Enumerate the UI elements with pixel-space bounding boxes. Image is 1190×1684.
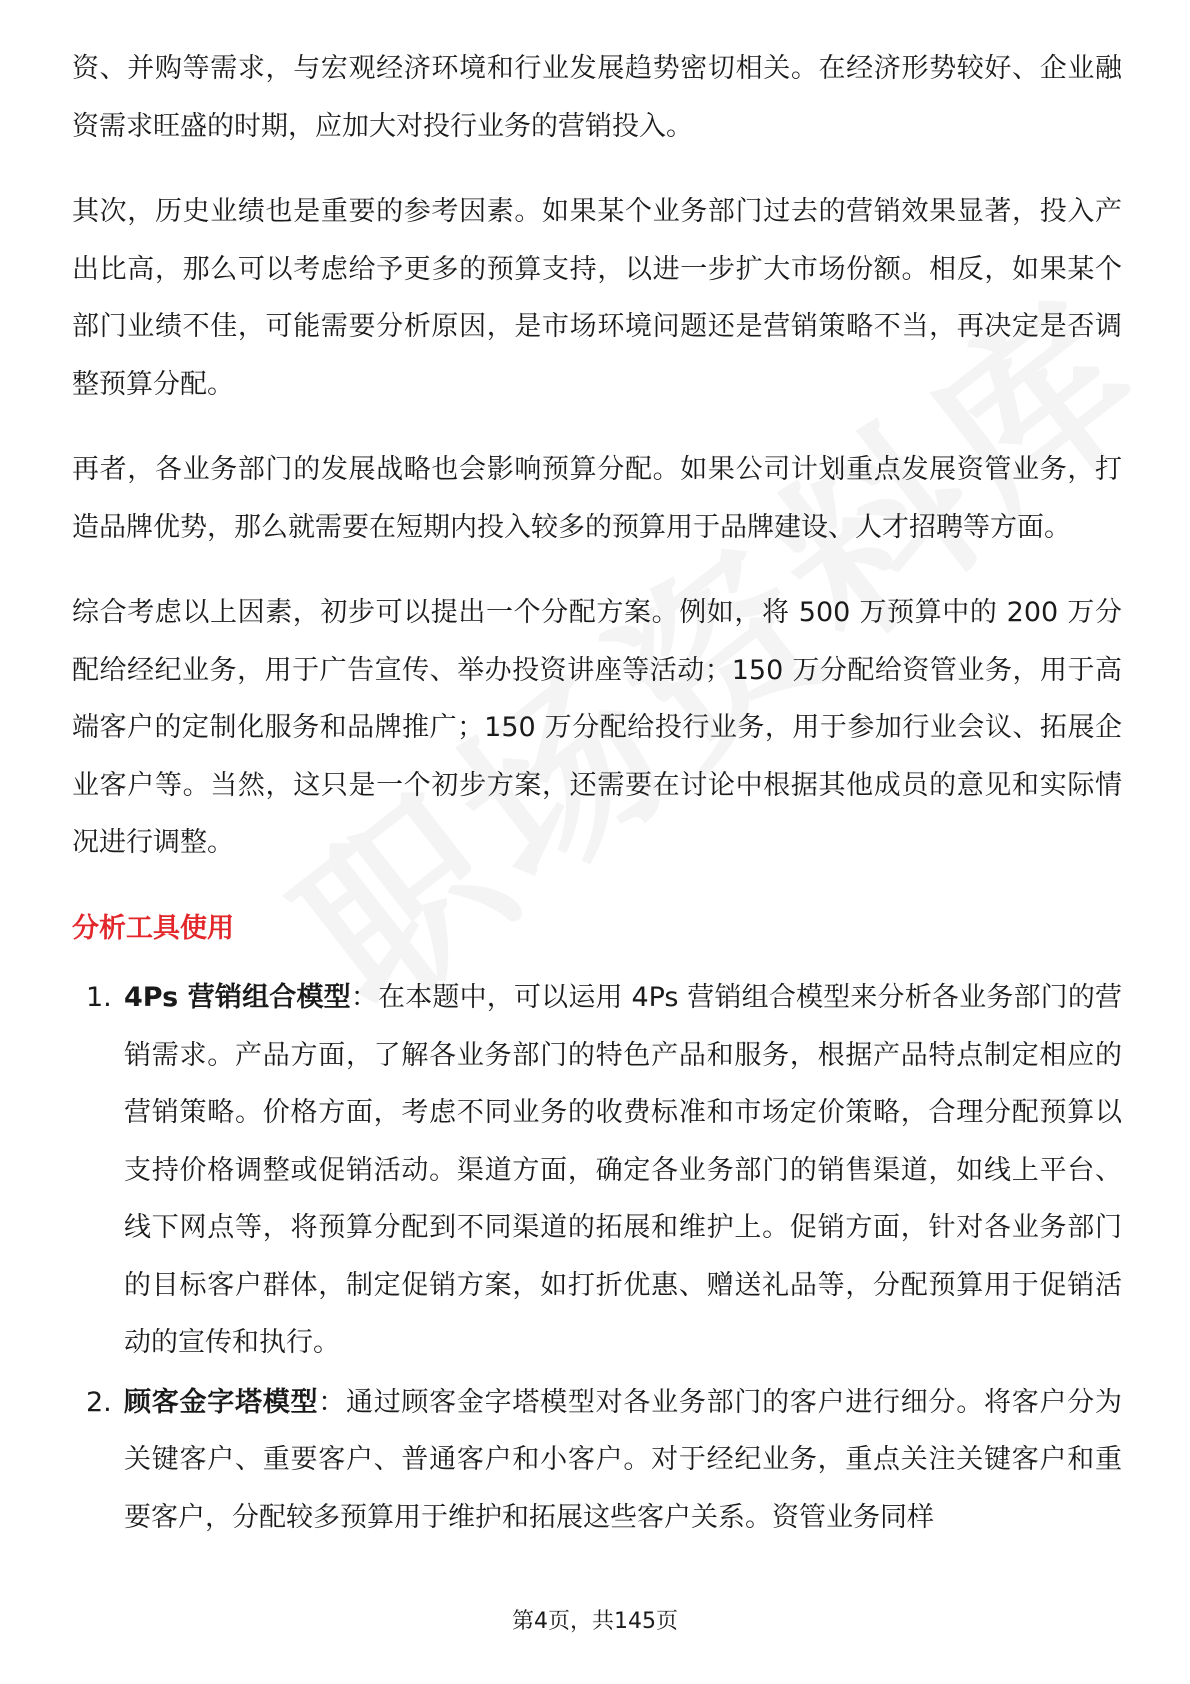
- list-term: 4Ps 营销组合模型: [124, 982, 351, 1013]
- list-item: [72, 969, 1122, 1372]
- page-content: [72, 40, 1122, 1548]
- list-text: ：在本题中，可以运用 4Ps 营销组合模型来分析各业务部门的营销需求。产品方面，了解各业务部门的特色产品和服务，根据产品特点制定相应的营销策略。价格方面，考虑不同业务的收费标准和市场定价策略，合理分配预算以支持价格调整或促销活动。渠道方面，确定各业务部门的销售渠道，如线上平台、线下网点等，将预算分配到不同渠道的拓展和维护上。促销方面，针对各业务部门的目标客户群体，制定促销方案，如打折优惠、赠送礼品等，分配预算用于促销活动的宣传和执行。: [124, 982, 1123, 1358]
- paragraph-1: 资、并购等需求，与宏观经济环境和行业发展趋势密切相关。在经济形势较好、企业融资需求旺盛的时期，应加大对投行业务的营销投入。: [72, 53, 1122, 142]
- page-footer: 第4页，共145页: [512, 1609, 678, 1634]
- paragraph-3: 再者，各业务部门的发展战略也会影响预算分配。如果公司计划重点发展资管业务，打造品牌优势，那么就需要在短期内投入较多的预算用于品牌建设、人才招聘等方面。: [72, 454, 1122, 543]
- paragraph-4: 综合考虑以上因素，初步可以提出一个分配方案。例如，将 500 万预算中的 200 万分配给经纪业务，用于广告宣传、举办投资讲座等活动；150 万分配给资管业务，用于高端客户的定制化服务和品牌推广；150 万分配给投行业务，用于参加行业会议、拓展企业客户等。当然，这只是一个初步方案，还需要在讨论中根据其他成员的意见和实际情况进行调整。: [72, 597, 1122, 858]
- list-item: [72, 1374, 1122, 1547]
- list-term: 顾客金字塔模型: [124, 1386, 319, 1418]
- tool-list: [72, 969, 1122, 1546]
- section-heading: 分析工具使用: [72, 912, 234, 944]
- paragraph-2: 其次，历史业绩也是重要的参考因素。如果某个业务部门过去的营销效果显著，投入产出比高，那么可以考虑给予更多的预算支持，以进一步扩大市场份额。相反，如果某个部门业绩不佳，可能需要分析原因，是市场环境问题还是营销策略不当，再决定是否调整预算分配。: [72, 196, 1122, 400]
- list-number: 2.: [86, 1386, 112, 1418]
- list-text: ：通过顾客金字塔模型对各业务部门的客户进行细分。将客户分为关键客户、重要客户、普通客户和小客户。对于经纪业务，重点关注关键客户和重要客户，分配较多预算用于维护和拓展这些客户关系。资管业务同样: [124, 1386, 1123, 1533]
- list-number: 1.: [86, 982, 112, 1013]
